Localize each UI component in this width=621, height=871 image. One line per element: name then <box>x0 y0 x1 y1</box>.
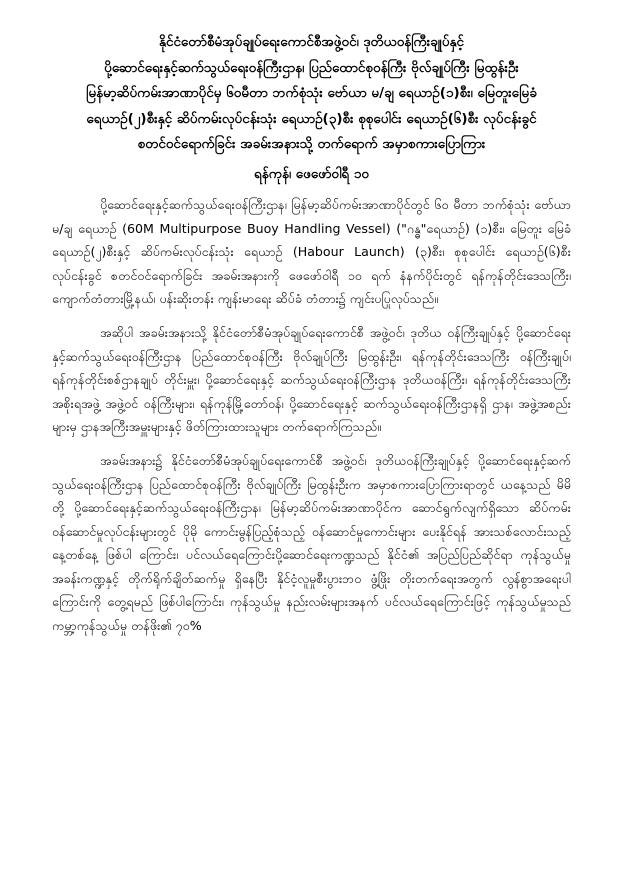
body-paragraph: ပို့ဆောင်ရေးနှင့်ဆက်သွယ်ရေးဝန်ကြီးဌာန၊ မြန်မာ့ဆိပ်ကမ်းအာဏာပိုင်တွင် ၆၀ မီတာ ဘက်စုံသုံး ဗော်ယာ မ/ချ ရေယာဉ် (60M Multipurpose Buoy Handling Vessel) ("ဂန္ဓ"ရေယာဉ်) (၁)စီး၊ မြေတူး မြေခံ ရေယာဉ်(၂)စီးနှင့် ဆိပ်ကမ်းလုပ်ငန်းသုံး ရေယာဉ် (Habour Launch) (၃)စီး၊ စုစုပေါင်း ရေယာဉ်(၆)စီး လုပ်ငန်းခွင် စတင်ဝင်ရောက်ခြင်း အခမ်းအနားကို ဖေဖော်ဝါရီ ၁၀ ရက် နံနက်ပိုင်းတွင် ရန်ကုန်တိုင်းဒေသကြီး၊ ကျောက်တံတားမြို့နယ်၊ ပန်းဆိုးတန်း ကျန်းမာရေး ဆိပ်ခံ တံတား၌ ကျင်းပပြုလုပ်သည်။ <box>52 196 571 307</box>
body-paragraph: အဆိုပါ အခမ်းအနားသို့ နိုင်ငံတော်စီမံအုပ်ချုပ်ရေးကောင်စီ အဖွဲ့ဝင်၊ ဒုတိယ ဝန်ကြီးချုပ်နှင့် ပို့ဆောင်ရေးနှင့်ဆက်သွယ်ရေးဝန်ကြီးဌာန ပြည်ထောင်စုဝန်ကြီး ဗိုလ်ချုပ်ကြီး မြထွန်းဦး၊ ရန်ကုန်တိုင်းဒေသကြီး ဝန်ကြီးချုပ်၊ ရန်ကုန်တိုင်းစစ်ဌာနချုပ် တိုင်းမှူး၊ ပို့ဆောင်ရေးနှင့် ဆက်သွယ်ရေးဝန်ကြီးဌာန ဒုတိယဝန်ကြီး၊ ရန်ကုန်တိုင်းဒေသကြီးအစိုးရအဖွဲ့ အဖွဲ့ဝင် ဝန်ကြီးများ၊ ရန်ကုန်မြို့တော်ဝန်၊ ပို့ဆောင်ရေးနှင့် ဆက်သွယ်ရေးဝန်ကြီးဌာနရှိ ဌာန၊ အဖွဲ့အစည်းများမှ ဌာနအကြီးအမှူးများနှင့် ဖိတ်ကြားထားသူများ တက်ရောက်ကြသည်။ <box>52 324 571 435</box>
dateline: ရန်ကုန်၊ ဖေဖော်ဝါရီ ၁၀ <box>254 165 369 182</box>
title-line: မြန်မာ့ဆိပ်ကမ်းအာဏာပိုင်မှ ၆၀မီတာ ဘက်စုံသုံး ဗော်ယာ မ/ချ ရေယာဉ်(၁)စီး၊ မြေတူးမြေခံ <box>86 85 537 102</box>
title-line: စတင်ဝင်ရောက်ခြင်း အခမ်းအနားသို့ တက်ရောက် အမှာစကားပြောကြား <box>137 136 486 153</box>
document-title <box>52 30 571 158</box>
title-line: ပို့ဆောင်ရေးနှင့်ဆက်သွယ်ရေးဝန်ကြီးဌာန၊ ပြည်ထောင်စုဝန်ကြီး ဗိုလ်ချုပ်ကြီး မြထွန်းဦး <box>104 59 519 76</box>
title-line: နိုင်ငံတော်စီမံအုပ်ချုပ်ရေးကောင်စီအဖွဲ့ဝင်၊ ဒုတိယဝန်ကြီးချုပ်နှင့် <box>158 34 465 50</box>
body-paragraph: အခမ်းအနား၌ နိုင်ငံတော်စီမံအုပ်ချုပ်ရေးကောင်စီ အဖွဲ့ဝင်၊ ဒုတိယဝန်ကြီးချုပ်နှင့် ပို့ဆောင်ရေးနှင့်ဆက်သွယ်ရေးဝန်ကြီးဌာန ပြည်ထောင်စုဝန်ကြီး ဗိုလ်ချုပ်ကြီး မြထွန်းဦးက အမှာစကားပြောကြားရာတွင် ယနေ့သည် မိမိတို့ ပို့ဆောင်ရေးနှင့်ဆက်သွယ်ရေးဝန်ကြီးဌာန၊ မြန်မာ့ဆိပ်ကမ်းအာဏာပိုင်က ဆောင်ရွက်လျက်ရှိသော ဆိပ်ကမ်းဝန်ဆောင်မှုလုပ်ငန်းများတွင် ပိုမို ကောင်းမွန်ပြည့်စုံသည့် ဝန်ဆောင်မှုကောင်းများ ပေးနိုင်ရန် အားသစ်လောင်းသည့် နေ့တစ်နေ့ ဖြစ်ပါ ကြောင်း၊ ပင်လယ်ရေကြောင်းပို့ဆောင်ရေးကဏ္ဍသည် နိုင်ငံ၏ အပြည်ပြည်ဆိုင်ရာ ကုန်သွယ်မှု အခန်းကဏ္ဍနှင့် တိုက်ရိုက်ချိတ်ဆက်မှု ရှိနေပြီး နိုင်ငံ့လူမှုစီးပွားဘဝ ဖွံ့ဖြိုး တိုးတက်ရေးအတွက် လွန်စွာအရေးပါကြောင်းကို တွေ့ရမည် ဖြစ်ပါကြောင်း၊ ကုန်သွယ်မှု နည်းလမ်းများအနက် ပင်လယ်ရေကြောင်းဖြင့် ကုန်သွယ်မှုသည် ကမ္ဘာ့ကုန်သွယ်မှု တန်ဖိုး၏ ၇၀% <box>52 452 571 634</box>
title-line: ရေယာဉ်(၂)စီးနှင့် ဆိပ်ကမ်းလုပ်ငန်းသုံး ရေယာဉ်(၃)စီး စုစုပေါင်း ရေယာဉ်(၆)စီး လုပ်ငန်းခွင် <box>86 110 537 127</box>
